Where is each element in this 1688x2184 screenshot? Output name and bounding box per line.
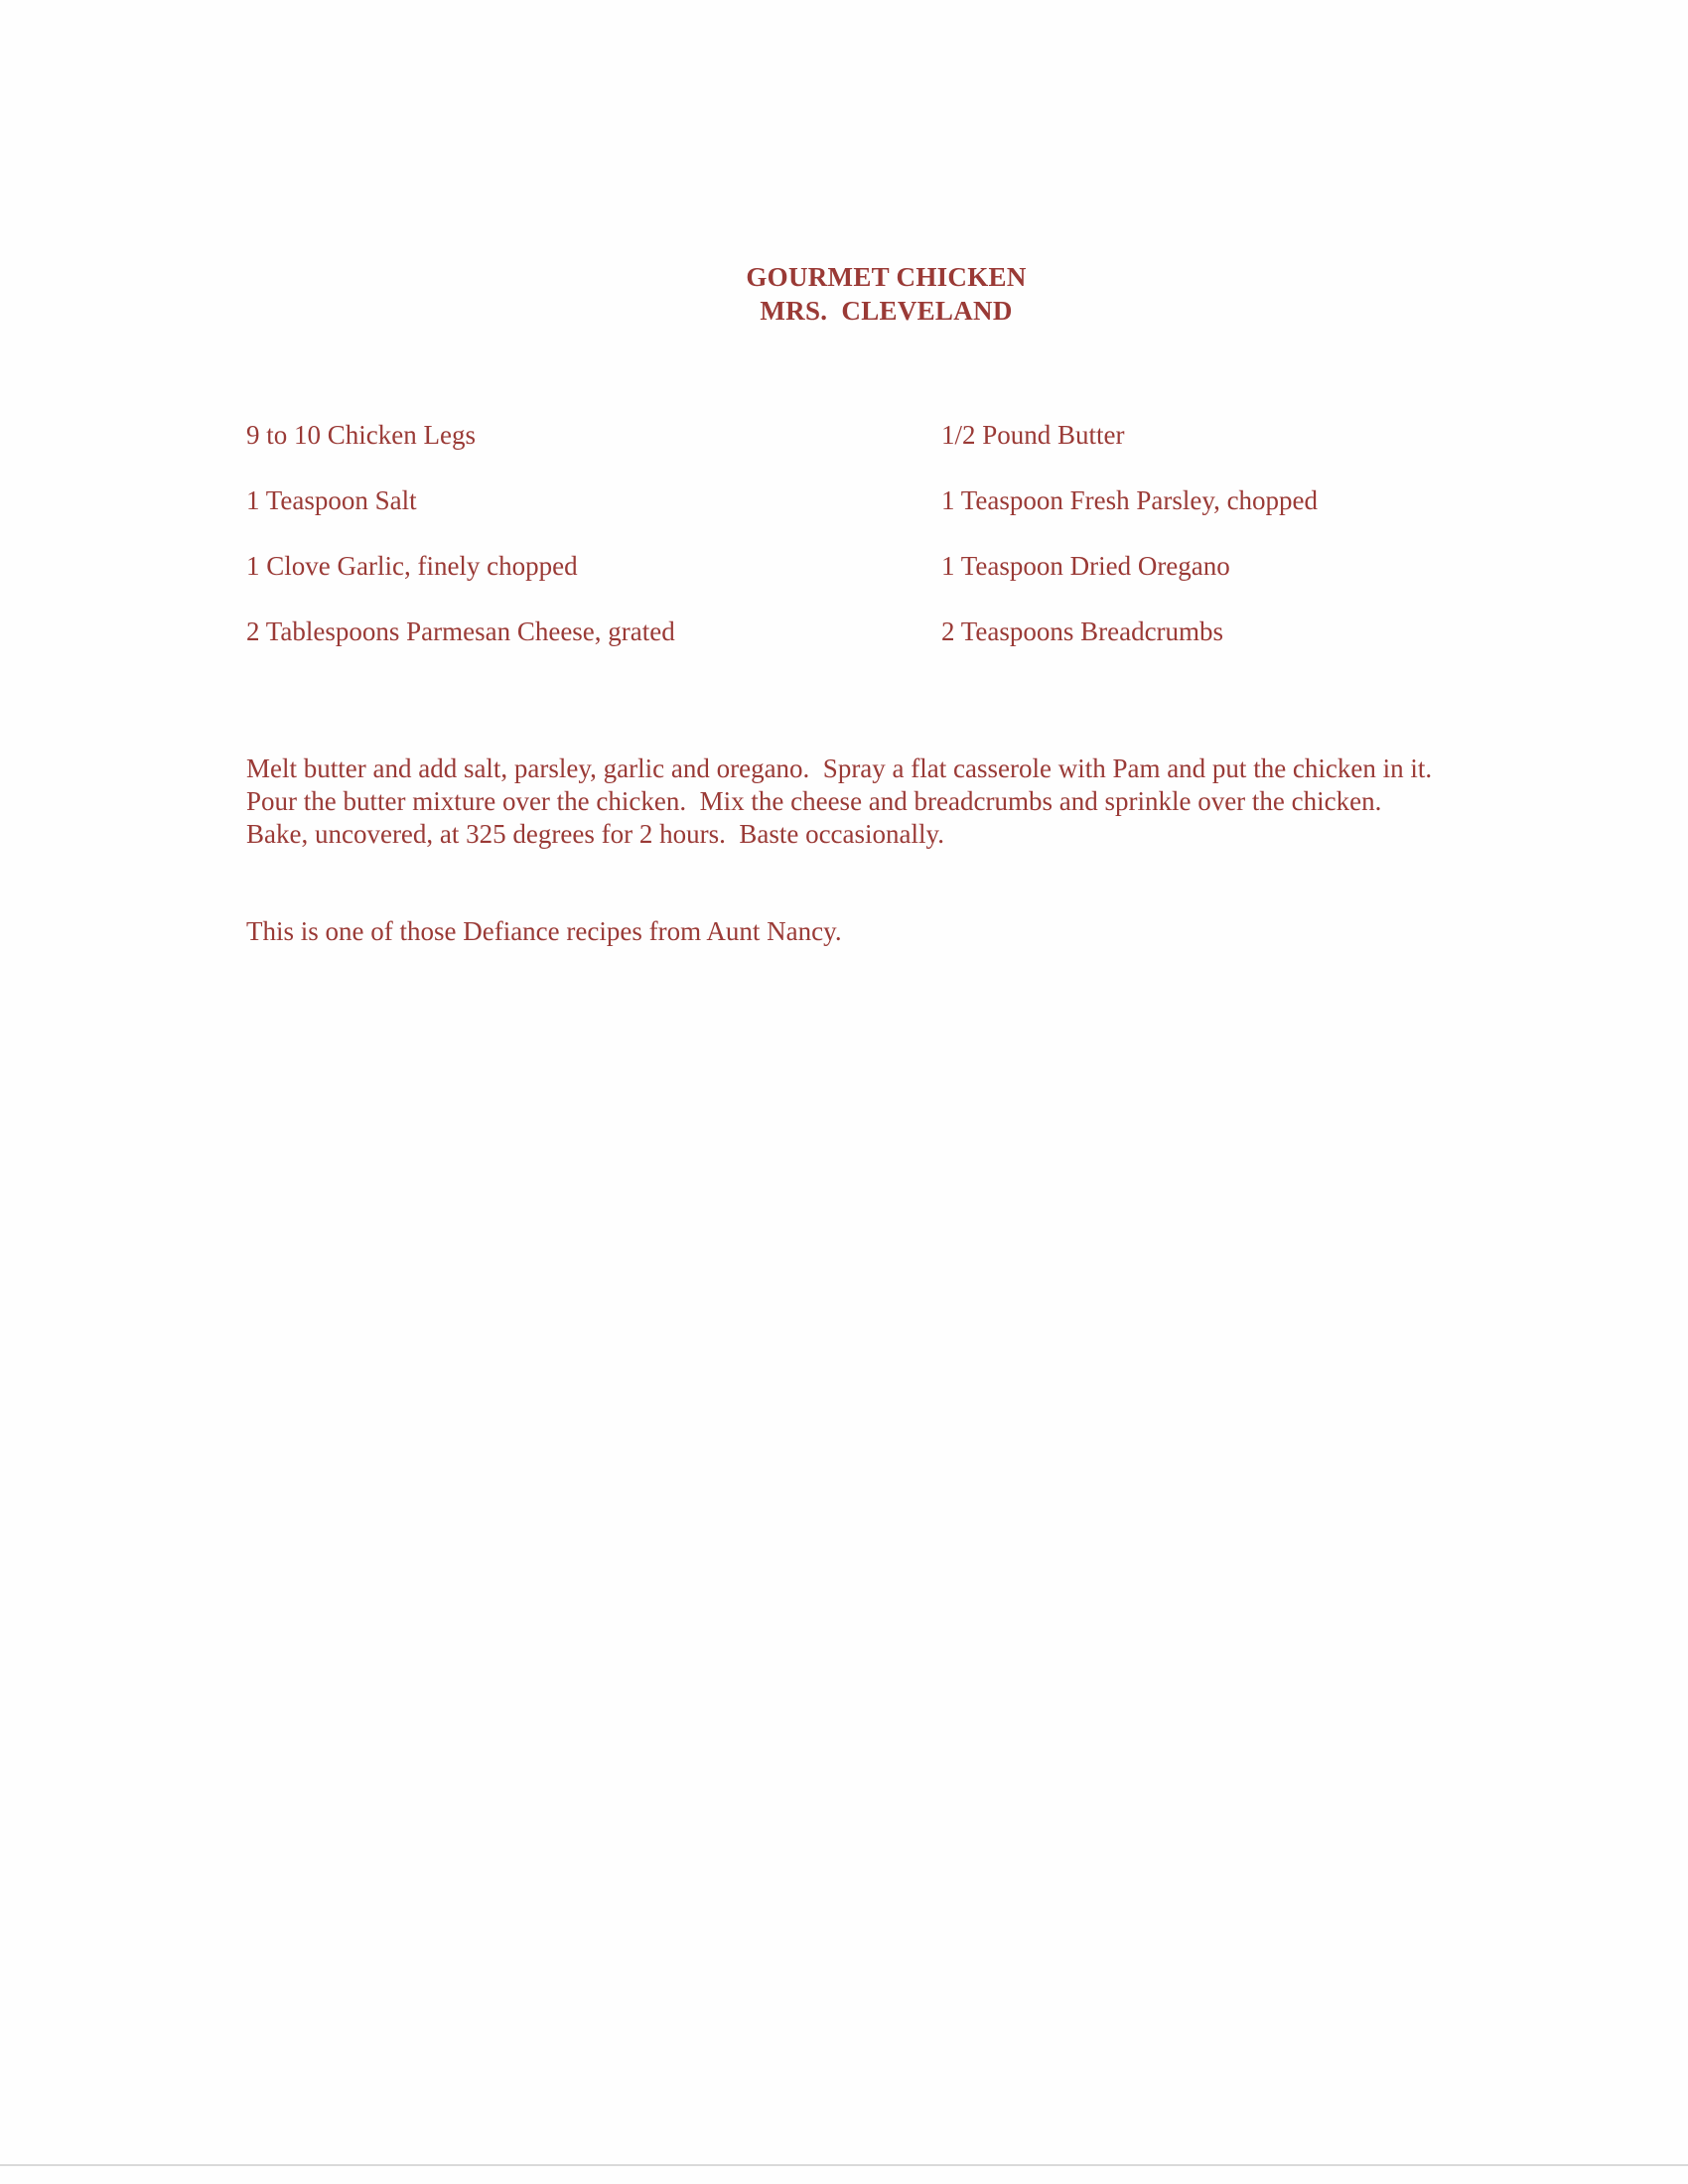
ingredient-item: 1 Clove Garlic, finely chopped [246, 551, 578, 581]
recipe-header [0, 260, 1688, 328]
ingredient-column-left [246, 420, 675, 682]
ingredient-column-right [941, 420, 1318, 682]
recipe-author: MRS. CLEVELAND [760, 296, 1013, 326]
ingredient-item: 1 Teaspoon Dried Oregano [941, 551, 1230, 581]
ingredient-item: 2 Tablespoons Parmesan Cheese, grated [246, 616, 675, 646]
ingredient-item: 1/2 Pound Butter [941, 420, 1125, 450]
recipe-title: GOURMET CHICKEN [746, 262, 1027, 292]
ingredient-item: 2 Teaspoons Breadcrumbs [941, 616, 1224, 646]
bottom-edge-rule [0, 2164, 1688, 2166]
recipe-note: This is one of those Defiance recipes from Aunt Nancy. [246, 916, 842, 946]
ingredient-list [246, 420, 1477, 658]
ingredient-item: 1 Teaspoon Salt [246, 485, 417, 515]
ingredient-item: 1 Teaspoon Fresh Parsley, chopped [941, 485, 1319, 515]
recipe-instructions: Melt butter and add salt, parsley, garlic and oregano. Spray a flat casserole with Pam and put the chicken in it. Pour the butter mixture over the chicken. Mix the cheese and breadcrumbs and sprinkle over the chicken. Bake, uncovered, at 325 degrees for 2 hours. Baste occasionally. [246, 753, 1446, 849]
ingredient-item: 9 to 10 Chicken Legs [246, 420, 476, 450]
